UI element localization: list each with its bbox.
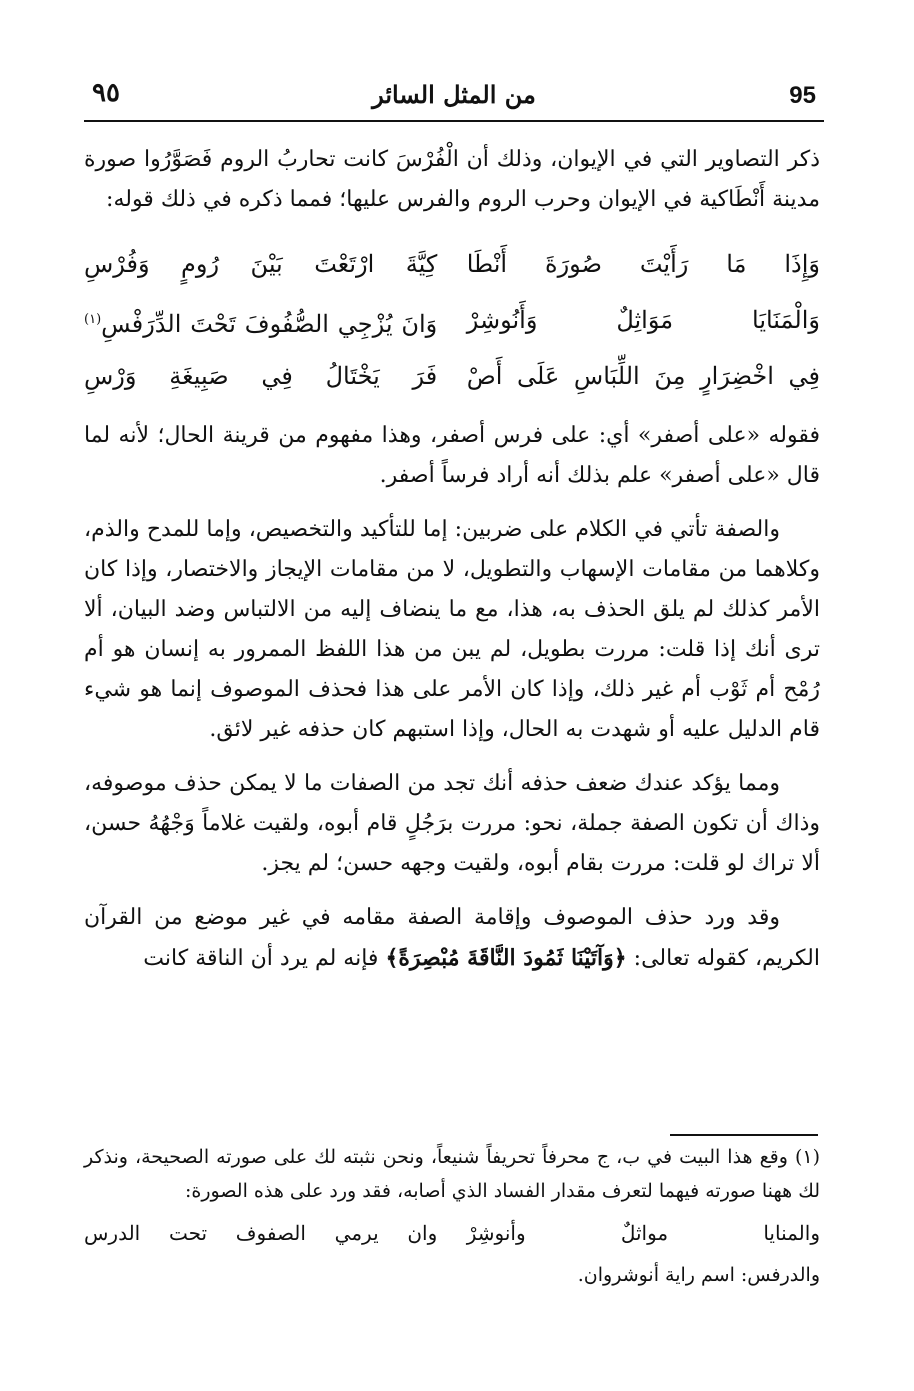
- verse-second-hemistich: فَرَ يَخْتَالُ فِي صَبِيغَةِ وَرْسِ: [84, 362, 438, 390]
- verse-first-hemistich: فِي اخْضِرَارٍ مِنَ اللِّبَاسِ عَلَى أَصْ: [466, 362, 820, 390]
- page-header: [84, 76, 824, 122]
- paragraph-text: وقد ورد حذف الموصوف وإقامة الصفة مقامه في غير موضع من القرآن الكريم، كقوله تعالى:: [84, 905, 820, 971]
- footnote-verse: [84, 1208, 820, 1258]
- verse-second-hemistich: [84, 292, 437, 348]
- body-paragraph: والصفة تأتي في الكلام على ضربين: إما للتأكيد والتخصيص، وإما للمدح والذم، وكلاهما من مقامات الإسهاب والتطويل، لا من مقامات الإيجاز والاختصار، وإذا كان الأمر كذلك لم يلق الحذف به، هذا، مع ما ينضاف إليه من الالتباس وضد البيان، ألا ترى أنك إذا قلت: مررت بطويل، لم يبن من هذا اللفظ الممرور به إنسان هو أم رُمْح أم ثَوْب أم غير ذلك، وإذا كان الأمر على هذا فحذف الموصوف إنما هو شيء قام الدليل عليه أو شهدت به الحال، وإذا استبهم كان حذفه غير لائق.: [84, 517, 820, 742]
- intro-text: ذكر التصاوير التي في الإيوان، وذلك أن الْفُرْسَ كانت تحاربُ الروم فَصَوَّرُوا صورة مدينة أَنْطَاكية في الإيوان وحرب الروم والفرس عليها؛ فمما ذكره في ذلك قوله:: [84, 147, 820, 212]
- page-number-arabic: ٩٥: [92, 78, 120, 108]
- body-paragraph: [84, 898, 820, 979]
- body-paragraph: فقوله «على أصفر» أي: على فرس أصفر، وهذا مفهوم من قرينة الحال؛ لأنه لما قال «على أصفر» علم بذلك أنه أراد فرساً أصفر.: [84, 423, 820, 488]
- running-title: من المثل السائر: [372, 80, 536, 109]
- page-number: 95: [789, 82, 816, 109]
- footnote-text: (١) وقع هذا البيت في ب، ج محرفاً تحريفاً شنيعاً، ونحن نثبته لك على صورته الصحيحة، ونذكر لك ههنا صورته فيهما لتعرف مقدار الفساد الذي أصابه، فقد ورد على هذه الصورة:: [84, 1146, 820, 1202]
- poem-verse: [84, 292, 820, 348]
- poem: [84, 236, 820, 404]
- verse-first-hemistich: وَالْمَنَايَا مَوَاثِلٌ وَأَنُوشِرْ: [466, 306, 820, 334]
- main-text: [84, 416, 820, 993]
- footnote-separator: [670, 1134, 818, 1136]
- paragraph-text: فإنه لم يرد أن الناقة كانت: [143, 946, 386, 971]
- verse-first-hemistich: وَإِذَا مَا رَأَيْتَ صُورَةَ أَنْطَا: [466, 250, 820, 278]
- verse-second-hemistich: كِيَّةَ ارْتَعْتَ بَيْنَ رُومٍ وَفُرْسِ: [84, 250, 438, 278]
- verse-second-hemistich: وان يرمي الصفوف تحت الدرس: [84, 1221, 438, 1245]
- body-paragraph: ومما يؤكد عندك ضعف حذفه أنك تجد من الصفات ما لا يمكن حذف موصوفه، وذاك أن تكون الصفة جملة، نحو: مررت برَجُلٍ قام أبوه، ولقيت غلاماً وَجْهُهُ حسن، ألا تراك لو قلت: مررت بقام أبوه، ولقيت وجهه حسن؛ لم يجز.: [84, 771, 821, 876]
- footnote-gloss: والدرفس: اسم راية أنوشروان.: [577, 1264, 820, 1286]
- quran-verse: ﴿وَآتَيْنَا ثَمُودَ النَّاقَةَ مُبْصِرَةً﴾: [385, 945, 627, 971]
- verse-text: وَانَ يُزْجِي الصُّفُوفَ تَحْتَ الدِّرَفْسِ: [101, 310, 438, 338]
- poem-verse: [84, 348, 820, 404]
- intro-paragraph: [84, 140, 820, 234]
- verse-first-hemistich: والمنايا مواثلٌ وأنوشِرْ: [466, 1221, 820, 1245]
- footnotes: [84, 1140, 820, 1292]
- poem-verse: [84, 236, 820, 292]
- footnote-marker: (١): [84, 312, 102, 327]
